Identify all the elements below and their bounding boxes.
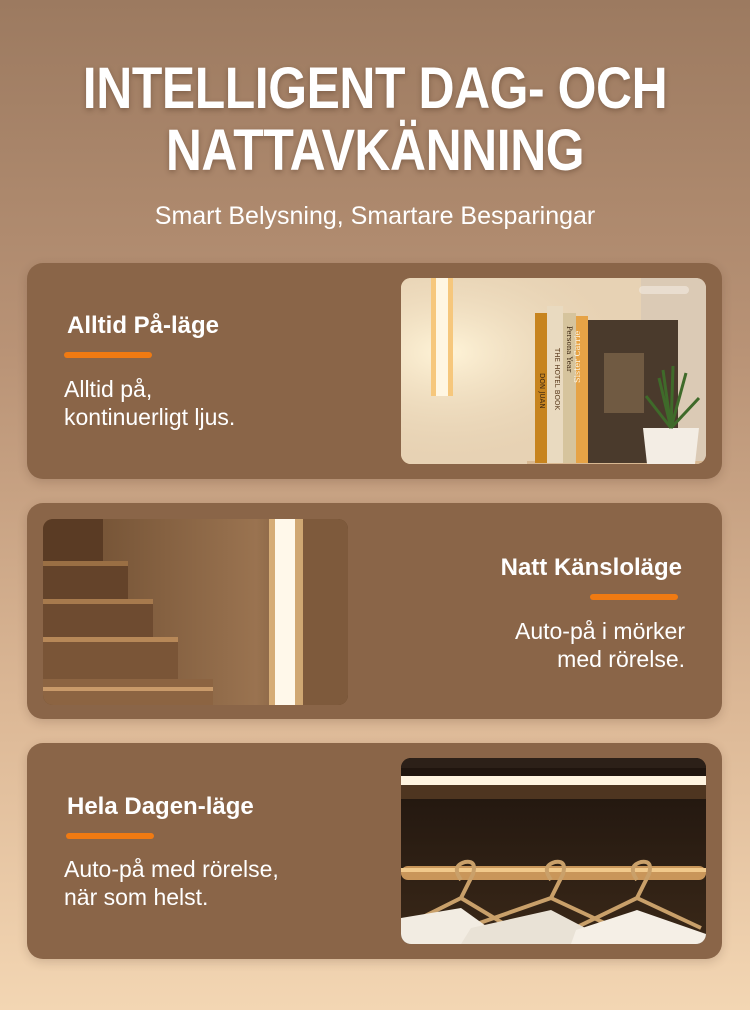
page-subtitle: Smart Belysning, Smartare Besparingar: [154, 202, 596, 230]
desc-line: Alltid på,: [64, 376, 153, 402]
stairs-light-photo: [43, 519, 348, 705]
shelf-light-photo: [401, 278, 706, 464]
shelf-scene-illustration: [401, 278, 706, 464]
mode-card-night-sensing: [27, 503, 722, 719]
mode-description: [515, 617, 685, 673]
mode-title: Natt Känsloläge: [500, 554, 682, 581]
book-title: Sister Carrie: [573, 330, 582, 383]
mode-title: Hela Dagen-läge: [67, 793, 254, 820]
accent-bar: [66, 833, 154, 839]
mode-card-always-on: [27, 263, 722, 479]
desc-line: Auto-på i mörker: [514, 618, 685, 644]
mode-description: [64, 855, 279, 911]
desc-line: Auto-på med rörelse,: [64, 856, 279, 882]
accent-bar: [64, 352, 152, 358]
plant-pot: [643, 428, 699, 464]
wardrobe-light-photo: [401, 758, 706, 944]
accent-bar: [590, 594, 678, 600]
mode-card-all-day: [27, 743, 722, 959]
wardrobe-scene-illustration: [401, 758, 706, 944]
desc-line: med rörelse.: [557, 646, 685, 672]
title-line-1: INTELLIGENT DAG- OCH: [82, 56, 668, 121]
desc-line: när som helst.: [64, 884, 209, 910]
mode-description: [64, 375, 235, 431]
mode-title: Alltid På-läge: [67, 312, 220, 339]
desc-line: kontinuerligt ljus.: [64, 404, 236, 430]
book-title: THE HOTEL BOOK: [553, 348, 561, 411]
page-title: [53, 58, 698, 182]
stairs-scene-illustration: [43, 519, 348, 705]
book-title: Persona Year: [565, 326, 573, 373]
book-title: DON JUAN: [538, 373, 546, 409]
title-line-2: NATTAVKÄNNING: [165, 118, 585, 183]
